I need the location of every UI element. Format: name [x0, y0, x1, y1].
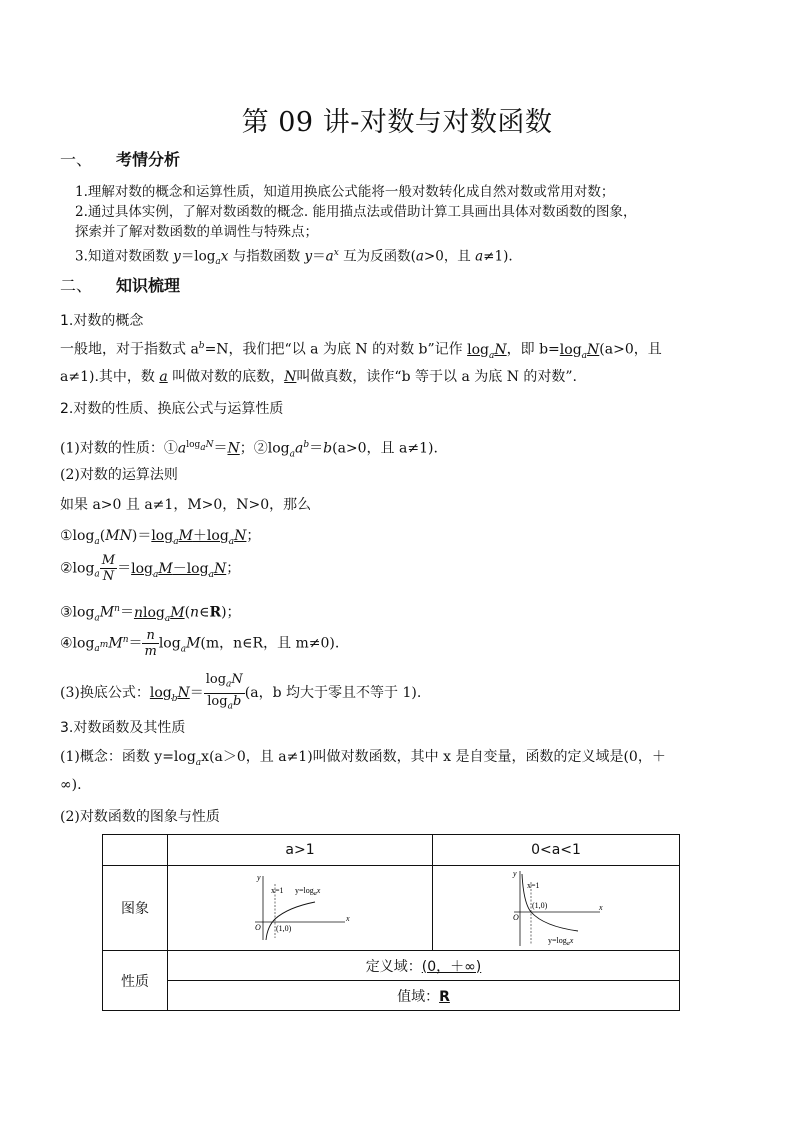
rule-4: $④\log_{a^m}M^n=$ $\frac{n}{m}$ $\log_aM(m$，n∈R，且 m≠0). — [60, 628, 340, 659]
line-x1-label: x=1 — [271, 886, 284, 895]
rule-2: $②\log_a$ $\frac{M}{N}$ $=\log_aM-\log_aN$； — [60, 553, 241, 584]
k2-property: (1)对数的性质：$①a^{log_aN}=N$；$②\log_aa^b=b(a>0$，且 a≠1). — [60, 440, 438, 460]
k3-heading: 3.对数函数及其性质 — [60, 720, 186, 736]
analysis-line-4: 3.知道对数函数 $y=\log_ax$ 与指数函数 $y=a^x$ 互为反函数(a>0，且 a≠1). — [75, 248, 513, 268]
analysis-line-2: 2.通过具体实例，了解对数函数的概念. 能用描点法或借助计算工具画出具体对数函数的图象， — [75, 204, 637, 220]
k3-line-3: (2)对数函数的图象与性质 — [60, 809, 220, 825]
point-label: (1,0) — [276, 924, 292, 933]
graph-cell-a-lt-1 — [433, 866, 680, 951]
page-title: 第 09 讲-对数与对数函数 — [241, 107, 553, 138]
k3-line-1: (1)概念：函数 $y=\log_ax(a>0$，且 a≠1)叫做对数函数，其中 x 是自变量，函数的定义域是(0，＋ — [60, 749, 666, 768]
range-cell: 值域：R — [168, 981, 680, 1011]
k2-rules-heading: (2)对数的运算法则 — [60, 467, 178, 483]
domain-cell: 定义域：(0，＋∞) — [168, 951, 680, 981]
origin-label: O — [513, 913, 519, 922]
table-corner — [103, 835, 168, 866]
axis-y-label: y — [257, 873, 261, 882]
k1-line-1: 一般地，对于指数式 $a^b=N$，我们把“以 a 为底 N 的对数 b”记作 $\log_aN$，即 $b=\log_aN(a>0$，且 — [60, 341, 662, 361]
curve-label: $y=\log_ax$ — [295, 886, 321, 897]
point-label: (1,0) — [532, 901, 548, 910]
col-header-a-lt-1: 0<a<1 — [433, 835, 680, 866]
curve-label: $y=\log_ax$ — [548, 936, 574, 947]
row-label-properties: 性质 — [103, 951, 168, 1011]
section-heading-analysis: 一、 考情分析 — [60, 150, 181, 169]
log-graph-decreasing — [508, 868, 604, 948]
k2-condition: 如果 a>0 且 a≠1，M>0，N>0，那么 — [60, 497, 312, 513]
col-header-a-gt-1: a>1 — [168, 835, 433, 866]
change-of-base: (3)换底公式：$\log_bN=$ $\frac{\log_aN}{\log_ab}$ (a，b 均大于零且不等于 1). — [60, 672, 422, 712]
graph-cell-a-gt-1 — [168, 866, 433, 951]
k1-heading: 1.对数的概念 — [60, 313, 144, 329]
origin-label: O — [255, 923, 261, 932]
rule-3: $③\log_aM^n=nlog_aM(n\in R)$； — [60, 604, 241, 624]
analysis-line-3: 探索并了解对数函数的单调性与特殊点； — [75, 224, 318, 240]
line-x1-label: x=1 — [527, 881, 540, 890]
log-graph-increasing — [245, 872, 355, 944]
axis-x-label: x — [599, 903, 603, 912]
k1-line-2: a≠1).其中，数 a 叫做对数的底数，N叫做真数，读作“b 等于以 a 为底 N 的对数”. — [60, 369, 577, 385]
axis-x-label: x — [346, 914, 350, 923]
rule-1: $①\log_a(MN)=\log_aM+\log_aN$； — [60, 528, 261, 547]
k3-line-2: ∞). — [60, 777, 82, 793]
property-table — [102, 834, 680, 1011]
analysis-line-1: 1.理解对数的概念和运算性质，知道用换底公式能将一般对数转化成自然对数或常用对数； — [75, 184, 615, 200]
k2-heading: 2.对数的性质、换底公式与运算性质 — [60, 401, 284, 417]
row-label-graph: 图象 — [103, 866, 168, 951]
section-heading-knowledge: 二、 知识梳理 — [60, 276, 181, 295]
axis-y-label: y — [513, 869, 517, 878]
